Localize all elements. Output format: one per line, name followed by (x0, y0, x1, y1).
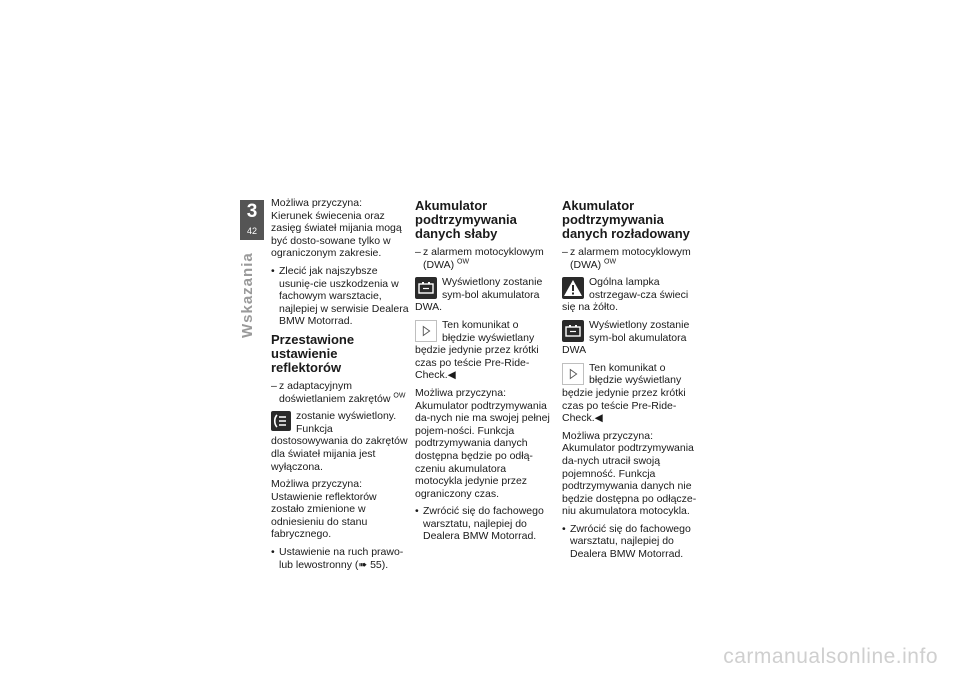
indicator-text: zostanie wyświetlony. Funkcja dostosowywania do zakrętów dla świateł mijania jest wyłączona. (271, 410, 408, 473)
equipment-text: z alarmem motocyklowym (DWA) (423, 246, 544, 271)
indicator-text-1: Wyświetlony zostanie sym-bol akumulatora DWA. (415, 276, 543, 314)
indicator-row (271, 410, 409, 473)
cause-text: Akumulator podtrzymywania da-nych utracił swoją pojemność. Funkcja podtrzymywania danych nie będzie dostępna po odłącze-niu akumulatora motocykla. (562, 442, 697, 518)
indicator-row-2 (562, 319, 700, 357)
dwa-battery-icon (562, 320, 584, 342)
warning-triangle-icon (562, 277, 584, 299)
action-bullet: • Zwrócić się do fachowego warsztatu, najlepiej do Dealera BMW Motorrad. (562, 523, 700, 561)
cause-text: Kierunek świecenia oraz zasięg świateł mijania mogą być dosto-sowane tylko w ograniczonym zakresie. (271, 209, 402, 260)
cause-label-2: Możliwa przyczyna: (271, 478, 363, 491)
section-heading: Przestawione ustawienie reflektorów (271, 331, 355, 375)
indicator-row-1 (562, 276, 700, 314)
watermark-text: carmanualsonline.info (723, 645, 938, 668)
cause-label: Możliwa przyczyna: (415, 386, 507, 399)
section-heading: Akumulator podtrzymywania danych rozładowany (562, 198, 690, 241)
equipment-note (415, 246, 553, 271)
section-heading: Akumulator podtrzymywania danych słaby (415, 198, 517, 241)
equipment-sup: OW (457, 258, 470, 266)
equipment-text: z alarmem motocyklowym (DWA) (570, 246, 691, 271)
equipment-sup: OW (393, 392, 406, 400)
equipment-note (271, 380, 409, 405)
column-1 (271, 197, 409, 576)
column-2 (415, 197, 553, 548)
cause-text-2: Ustawienie reflektorów zostało zmienione w odniesieniu do stanu fabrycznego. (271, 490, 377, 541)
cause-label: Możliwa przyczyna: (271, 197, 363, 209)
indicator-row-1 (415, 276, 553, 314)
indicator-row-3 (562, 362, 700, 425)
action-bullet-2: • Ustawienie na ruch prawo- lub lewostronny (➠ 55). (271, 546, 409, 571)
chapter-tab (240, 200, 264, 240)
equipment-sup: OW (604, 258, 617, 266)
cause-label: Możliwa przyczyna: (562, 429, 654, 442)
indicator-row-2 (415, 319, 553, 382)
column-3 (562, 197, 700, 566)
action-bullet: • Zlecić jak najszybsze usunię-cie uszkodzenia w fachowym warsztacie, najlepiej w serwisie Dealera BMW Motorrad. (271, 265, 409, 328)
cause-text: Akumulator podtrzymywania da-nych nie ma swojej pełnej pojem-ności. Funkcja podtrzymywania danych dostępna będzie po odłą-czeniu akumulatora motocykla jedynie przez ograniczony czas. (415, 399, 550, 500)
equipment-text: z adaptacyjnym doświetlaniem zakrętów (279, 379, 391, 405)
play-triangle-icon (415, 320, 437, 342)
dwa-battery-icon (415, 277, 437, 299)
indicator-text-2: Ten komunikat o błędzie wyświetlany będzie jedynie przez krótki czas po teście Pre-Ride-Check.◀ (415, 318, 539, 382)
indicator-text-1: Ogólna lampka ostrzegaw-cza świeci się na żółto. (562, 276, 689, 314)
chapter-title: Wskazania (239, 252, 256, 338)
page-number: 42 (246, 226, 257, 236)
headlight-curve-icon (271, 411, 291, 431)
indicator-text-3: Ten komunikat o błędzie wyświetlany będzie jedynie przez krótki czas po teście Pre-Ride-Check.◀ (562, 361, 686, 425)
action-bullet: • Zwrócić się do fachowego warsztatu, najlepiej do Dealera BMW Motorrad. (415, 505, 553, 543)
equipment-note (562, 246, 700, 271)
chapter-number: 3 (246, 201, 258, 222)
indicator-text-2: Wyświetlony zostanie sym-bol akumulatora DWA (562, 318, 690, 357)
play-triangle-icon (562, 363, 584, 385)
